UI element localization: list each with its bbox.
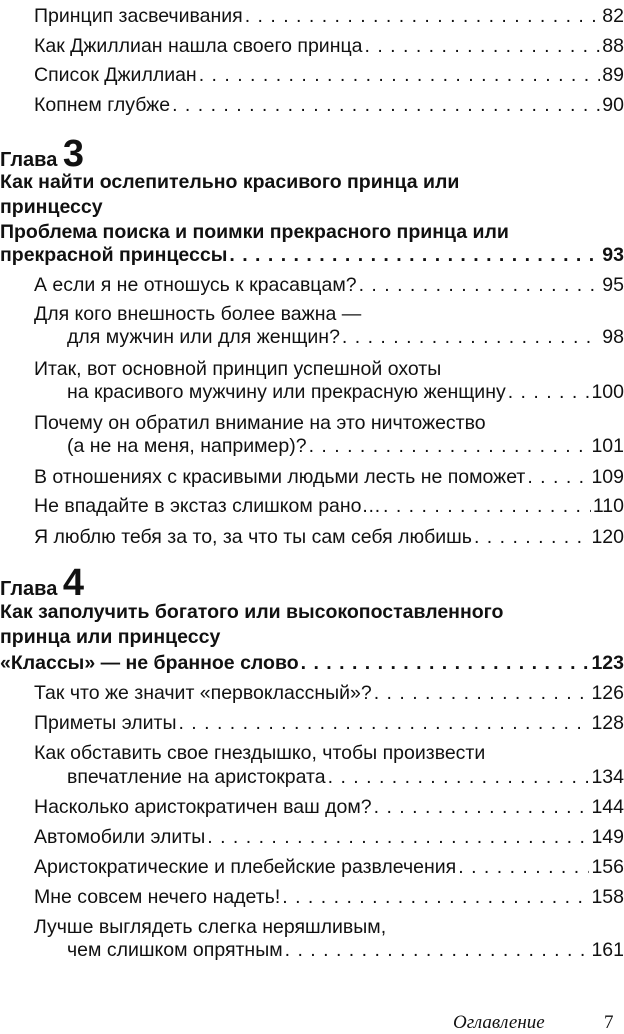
section-title-line: прекрасной принцессы	[0, 244, 228, 266]
leader-dots	[172, 93, 600, 117]
toc-entry-page: 156	[591, 856, 624, 878]
toc-entry-title: Принцип засвечивания	[34, 5, 243, 27]
toc-entry	[67, 380, 624, 404]
chapter-title-line: Как найти ослепительно красивого принца или	[0, 171, 460, 193]
toc-entry-page: 110	[592, 495, 624, 517]
section-page: 123	[591, 652, 624, 674]
leader-dots	[245, 4, 601, 28]
toc-entry-page: 144	[591, 796, 624, 818]
section-title: «Классы» — не бранное слово	[0, 652, 299, 674]
leader-dots	[374, 681, 590, 705]
toc-entry-title: Список Джиллиан	[34, 64, 197, 86]
toc-entry-title: А если я не отношусь к красавцам?	[34, 274, 357, 296]
leader-dots	[301, 651, 590, 675]
toc-entry	[34, 465, 624, 489]
toc-entry	[34, 273, 624, 297]
section-entry	[0, 651, 624, 675]
chapter-label: Глава	[0, 578, 58, 600]
toc-entry	[34, 885, 624, 909]
section-entry	[0, 243, 624, 267]
section-page: 93	[602, 244, 624, 266]
toc-entry-line: Почему он обратил внимание на это ничтожество	[34, 412, 486, 434]
toc-entry	[34, 711, 624, 735]
toc-entry-page: 89	[602, 64, 624, 86]
leader-dots	[458, 855, 589, 879]
toc-entry-title: Автомобили элиты	[34, 826, 206, 848]
leader-dots	[383, 494, 591, 518]
toc-entry-page: 158	[591, 886, 624, 908]
toc-entry-title: на красивого мужчину или прекрасную женщину	[67, 381, 506, 403]
leader-dots	[527, 465, 589, 489]
toc-entry-page: 88	[602, 35, 624, 57]
leader-dots	[508, 380, 590, 404]
leader-dots	[359, 273, 601, 297]
toc-entry	[67, 765, 624, 789]
toc-entry	[34, 525, 624, 549]
toc-entry-line: Лучше выглядеть слегка неряшливым,	[34, 916, 387, 938]
leader-dots	[328, 765, 590, 789]
toc-entry-title: В отношениях с красивыми людьми лесть не поможет	[34, 466, 526, 488]
toc-entry-line: Итак, вот основной принцип успешной охоты	[34, 358, 442, 380]
page-number: 7	[604, 1012, 614, 1033]
toc-entry-page: 98	[602, 326, 624, 348]
chapter-label: Глава	[0, 149, 58, 171]
leader-dots	[199, 63, 601, 87]
toc-entry-page: 82	[602, 5, 624, 27]
toc-entry-title: Копнем глубже	[34, 94, 171, 116]
toc-entry	[34, 825, 624, 849]
toc-entry-page: 149	[591, 826, 624, 848]
toc-entry	[67, 325, 624, 349]
toc-entry-title: Не впадайте в экстаз слишком рано…	[34, 495, 382, 517]
leader-dots	[342, 325, 600, 349]
chapter-title-line: Как заполучить богатого или высокопоставленного	[0, 601, 504, 623]
toc-entry-page: 100	[591, 381, 624, 403]
toc-entry	[34, 681, 624, 705]
toc-entry-page: 120	[591, 526, 624, 548]
toc-entry	[67, 938, 624, 962]
leader-dots	[282, 885, 589, 909]
toc-entry-title: (а не на меня, например)?	[67, 435, 307, 457]
toc-entry-page: 95	[602, 274, 624, 296]
section-title-line: Проблема поиска и поимки прекрасного принца или	[0, 221, 509, 243]
toc-entry-page: 101	[591, 435, 624, 457]
leader-dots	[207, 825, 589, 849]
toc-entry-title: Приметы элиты	[34, 712, 177, 734]
toc-entry	[34, 93, 624, 117]
toc-entry	[34, 855, 624, 879]
toc-entry-title: Как Джиллиан нашла своего принца	[34, 35, 363, 57]
toc-entry	[34, 494, 624, 518]
toc-entry	[34, 795, 624, 819]
leader-dots	[374, 795, 590, 819]
leader-dots	[309, 434, 590, 458]
leader-dots	[285, 938, 590, 962]
chapter-title-line: принцессу	[0, 196, 103, 218]
toc-entry	[34, 4, 624, 28]
toc-entry	[34, 34, 624, 58]
toc-entry-title: впечатление на аристократа	[67, 766, 326, 788]
toc-entry-page: 128	[591, 712, 624, 734]
chapter-heading	[0, 562, 84, 605]
toc-entry-title: Аристократические и плебейские развлечения	[34, 856, 457, 878]
toc-entry-line: Как обставить свое гнездышко, чтобы произвести	[34, 742, 486, 764]
chapter-heading	[0, 133, 84, 176]
toc-entry-title: для мужчин или для женщин?	[67, 326, 340, 348]
toc-entry	[67, 434, 624, 458]
toc-entry-page: 126	[591, 682, 624, 704]
leader-dots	[229, 243, 600, 267]
toc-entry-title: чем слишком опрятным	[67, 939, 283, 961]
toc-entry-title: Мне совсем нечего надеть!	[34, 886, 281, 908]
toc-entry-page: 134	[591, 766, 624, 788]
toc-entry-line: Для кого внешность более важна —	[34, 303, 362, 325]
toc-entry-page: 90	[602, 94, 624, 116]
leader-dots	[364, 34, 600, 58]
chapter-number: 4	[62, 562, 85, 604]
leader-dots	[474, 525, 590, 549]
toc-entry-page: 161	[591, 939, 624, 961]
toc-entry-title: Насколько аристократичен ваш дом?	[34, 796, 372, 818]
toc-entry-title: Так что же значит «первоклассный»?	[34, 682, 372, 704]
running-footer-title: Оглавление	[453, 1012, 545, 1033]
chapter-number: 3	[62, 133, 85, 175]
toc-entry-page: 109	[591, 466, 624, 488]
leader-dots	[178, 711, 589, 735]
toc-entry	[34, 63, 624, 87]
chapter-title-line: принца или принцессу	[0, 626, 221, 648]
toc-entry-title: Я люблю тебя за то, за что ты сам себя любишь	[34, 526, 472, 548]
